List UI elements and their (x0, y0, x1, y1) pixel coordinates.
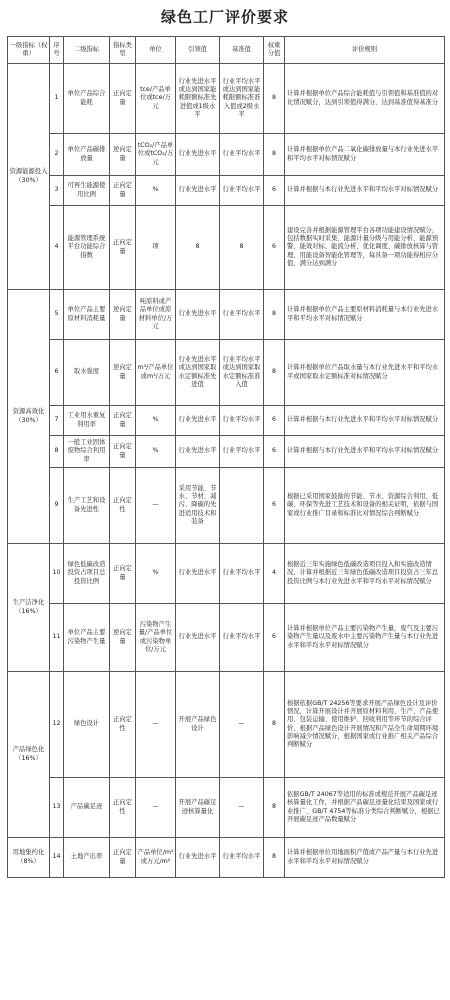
leading-value: 行业先进水平 (176, 290, 220, 340)
evaluation-rule: 计算并根据单位产品主要原材料消耗量与本行业先进水平和平均水平对标情况赋分 (285, 290, 445, 340)
table-row (8, 176, 445, 206)
secondary-indicator: 工业用水重复利用率 (64, 406, 110, 436)
primary-indicator: 产品绿色化（16%） (8, 672, 50, 838)
unit: % (136, 176, 176, 206)
evaluation-rule: 计算并根据单位产品主要污染物产生量，废气及主要污染物产生量以及废水中主要污染物产生量与本行业先进水平和平均水平对标情况赋分 (285, 604, 445, 672)
secondary-indicator: 取水强度 (64, 340, 110, 406)
table-body (8, 64, 445, 878)
weight-score: 4 (264, 544, 285, 604)
evaluation-rule: 根据近三年实施绿色低碳改造项目投入和实施改造情况，计算并根据近三年绿色低碳改造项目投资占三年总投资比例与本行业先进水平和平均水平对标情况赋分 (285, 544, 445, 604)
unit: 吨原料或产品单位或原材料单位/万元 (136, 290, 176, 340)
primary-indicator: 资源高效化（30%） (8, 290, 50, 544)
evaluation-rule: 依据GB/T 24067等适用的标准或规范开展产品碳足迹核算量化工作，并根据产品碳足迹量化结果及国家或行业推广、GB/T 4754等标准分类综合判断赋分，根据已开展碳足迹产品数量赋分 (285, 778, 445, 838)
weight-score: 6 (264, 604, 285, 672)
table-row (8, 778, 445, 838)
unit: m³/产品单位或m³/万元 (136, 340, 176, 406)
primary-indicator: 生产洁净化（16%） (8, 544, 50, 672)
unit: tce/产品单位或tce/万元 (136, 64, 176, 134)
leading-value: 行业先进水平 (176, 134, 220, 176)
secondary-indicator: 生产工艺和设备先进性 (64, 468, 110, 544)
baseline-value: 行业平均水平 (220, 290, 264, 340)
unit: 污染物产生量/产品单位或污染物单位/万元 (136, 604, 176, 672)
baseline-value: 行业平均水平 (220, 544, 264, 604)
indicator-type: 正向定量 (110, 838, 136, 878)
indicator-type: 正向定量 (110, 406, 136, 436)
unit: — (136, 778, 176, 838)
baseline-value: 行业平均水平或达到国家能耗限额标准准入值或2级水平 (220, 64, 264, 134)
weight-score: 6 (264, 406, 285, 436)
unit: % (136, 406, 176, 436)
evaluation-rule: 建设完善并根据能源管理平台各项功能建设情况赋分，包括数据实时采集、能源计量分级与用能分析、能源预警、能效对标、能流分析、优化调度、碳排放核算与管理、用能设备智能化管理等，每具备一项功能得相应分值，满分达到满分 (285, 206, 445, 290)
unit: % (136, 436, 176, 468)
weight-score: 8 (264, 778, 285, 838)
header-cell: 评价规则 (285, 37, 445, 64)
row-number: 10 (50, 544, 64, 604)
row-number: 11 (50, 604, 64, 672)
row-number: 8 (50, 436, 64, 468)
row-number: 7 (50, 406, 64, 436)
header-cell: 二级指标 (64, 37, 110, 64)
leading-value: 行业先进水平 (176, 604, 220, 672)
weight-score: 6 (264, 468, 285, 544)
evaluation-rule: 根据已采用国家鼓励的节能、节水、资源综合利用、低碳、环保等先进工艺技术和设备的相关证明，依据与国家或行业推广目录和标准比对情况综合判断赋分 (285, 468, 445, 544)
table-row (8, 134, 445, 176)
header-row (8, 37, 445, 64)
row-number: 1 (50, 64, 64, 134)
evaluation-rule: 计算并根据与本行业先进水平和平均水平对标情况赋分 (285, 436, 445, 468)
baseline-value: 行业平均水平 (220, 838, 264, 878)
row-number: 5 (50, 290, 64, 340)
secondary-indicator: 一般工业固体废物综合利用率 (64, 436, 110, 468)
evaluation-rule: 计算并根据单位产品二氧化碳排放量与本行业先进水平和平均水平对标情况赋分 (285, 134, 445, 176)
unit: 项 (136, 206, 176, 290)
evaluation-rule: 计算并根据单位产品取水量与本行业先进水平和平均水平或国家取水定额标准对标情况赋分 (285, 340, 445, 406)
header-cell: 单位 (136, 37, 176, 64)
unit: % (136, 544, 176, 604)
row-number: 13 (50, 778, 64, 838)
leading-value: 开展产品绿色设计 (176, 672, 220, 778)
baseline-value: — (220, 672, 264, 778)
table-row (8, 672, 445, 778)
indicator-type: 正向定性 (110, 468, 136, 544)
weight-score: 6 (264, 206, 285, 290)
leading-value: 行业先进水平 (176, 838, 220, 878)
primary-indicator: 资源能源投入（30%） (8, 64, 50, 290)
header-cell: 序号 (50, 37, 64, 64)
baseline-value: 行业平均水平 (220, 604, 264, 672)
table-row (8, 436, 445, 468)
evaluation-rule: 计算并根据与本行业先进水平和平均水平对标情况赋分 (285, 406, 445, 436)
weight-score: 6 (264, 436, 285, 468)
unit: — (136, 468, 176, 544)
indicator-type: 正向定量 (110, 436, 136, 468)
table-row (8, 340, 445, 406)
row-number: 2 (50, 134, 64, 176)
baseline-value: 行业平均水平 (220, 176, 264, 206)
secondary-indicator: 单位产品主要原材料消耗量 (64, 290, 110, 340)
unit: 产品单位/m²或万元/m² (136, 838, 176, 878)
table-row (8, 406, 445, 436)
evaluation-rule: 计算并根据单位产品综合能耗值与引领值和基准值的对比情况赋分，达到引领值得满分，达到基准值得基准分 (285, 64, 445, 134)
row-number: 12 (50, 672, 64, 778)
table-row (8, 206, 445, 290)
baseline-value: 行业平均水平 (220, 134, 264, 176)
header-cell: 一级指标（权重） (8, 37, 50, 64)
leading-value: 行业先进水平 (176, 436, 220, 468)
table-row (8, 838, 445, 878)
weight-score: 8 (264, 672, 285, 778)
header-cell: 指标类型 (110, 37, 136, 64)
secondary-indicator: 单位产品碳排放量 (64, 134, 110, 176)
row-number: 14 (50, 838, 64, 878)
primary-indicator: 用地集约化（8%） (8, 838, 50, 878)
unit: — (136, 672, 176, 778)
leading-value: 行业先进水平或达到国家取水定额标准先进值 (176, 340, 220, 406)
row-number: 3 (50, 176, 64, 206)
indicator-type: 正向定量 (110, 544, 136, 604)
baseline-value: 8 (220, 206, 264, 290)
weight-score: 8 (264, 290, 285, 340)
secondary-indicator: 单位产品主要污染物产生量 (64, 604, 110, 672)
secondary-indicator: 土地产出率 (64, 838, 110, 878)
secondary-indicator: 可再生能源使用比例 (64, 176, 110, 206)
evaluation-rule: 计算并根据与本行业先进水平和平均水平对标情况赋分 (285, 176, 445, 206)
weight-score: 8 (264, 134, 285, 176)
table-row (8, 604, 445, 672)
header-cell: 权重分值 (264, 37, 285, 64)
row-number: 9 (50, 468, 64, 544)
table-row (8, 290, 445, 340)
secondary-indicator: 单位产品综合能耗 (64, 64, 110, 134)
indicator-type: 正向定量 (110, 176, 136, 206)
evaluation-table (7, 36, 445, 878)
leading-value: 行业先进水平 (176, 176, 220, 206)
weight-score: 8 (264, 340, 285, 406)
secondary-indicator: 绿色低碳改造投资占项目总投资比例 (64, 544, 110, 604)
unit: tCO₂/产品单位或tCO₂/万元 (136, 134, 176, 176)
header-cell: 引领值 (176, 37, 220, 64)
indicator-type: 逆向定量 (110, 290, 136, 340)
indicator-type: 正向定性 (110, 672, 136, 778)
table-row (8, 544, 445, 604)
secondary-indicator: 能源管理系统平台功能综合指数 (64, 206, 110, 290)
weight-score: 8 (264, 838, 285, 878)
indicator-type: 正向定量 (110, 64, 136, 134)
baseline-value: 行业平均水平 (220, 406, 264, 436)
indicator-type: 逆向定量 (110, 134, 136, 176)
table-row (8, 468, 445, 544)
indicator-type: 逆向定量 (110, 340, 136, 406)
leading-value: 采用节能、节水、节材、减污、降碳的先进适用技术和装备 (176, 468, 220, 544)
baseline-value: 行业平均水平或达到国家取水定额标准准入值 (220, 340, 264, 406)
weight-score: 6 (264, 176, 285, 206)
leading-value: 行业先进水平 (176, 406, 220, 436)
header-cell: 基准值 (220, 37, 264, 64)
baseline-value: — (220, 778, 264, 838)
secondary-indicator: 产品碳足迹 (64, 778, 110, 838)
leading-value: 行业先进水平 (176, 544, 220, 604)
row-number: 4 (50, 206, 64, 290)
row-number: 6 (50, 340, 64, 406)
weight-score: 8 (264, 64, 285, 134)
table-row (8, 64, 445, 134)
indicator-type: 正向定量 (110, 206, 136, 290)
indicator-type: 正向定性 (110, 778, 136, 838)
baseline-value (220, 468, 264, 544)
baseline-value: 行业平均水平 (220, 436, 264, 468)
leading-value: 行业先进水平或达到国家能耗限额标准先进值或1级水平 (176, 64, 220, 134)
evaluation-rule: 计算并根据单位用地面积产值或产品产量与本行业先进水平和平均水平对标情况赋分 (285, 838, 445, 878)
secondary-indicator: 绿色设计 (64, 672, 110, 778)
document-title: 绿色工厂评价要求 (160, 8, 289, 26)
leading-value: 开展产品碳足迹核算量化 (176, 778, 220, 838)
evaluation-rule: 根据依据GB/T 24256等要求开展产品绿色设计及评价情况，计算开展设计并开展原材料利用、生产、产品使用、包装运输、使用维护、回收利用等环节的综合评价，根据产品绿色设计开展情况和产品全生命周期环境影响减少情况赋分，根据国家或行业推广相关产品综合判断赋分 (285, 672, 445, 778)
indicator-type: 逆向定量 (110, 604, 136, 672)
leading-value: 8 (176, 206, 220, 290)
